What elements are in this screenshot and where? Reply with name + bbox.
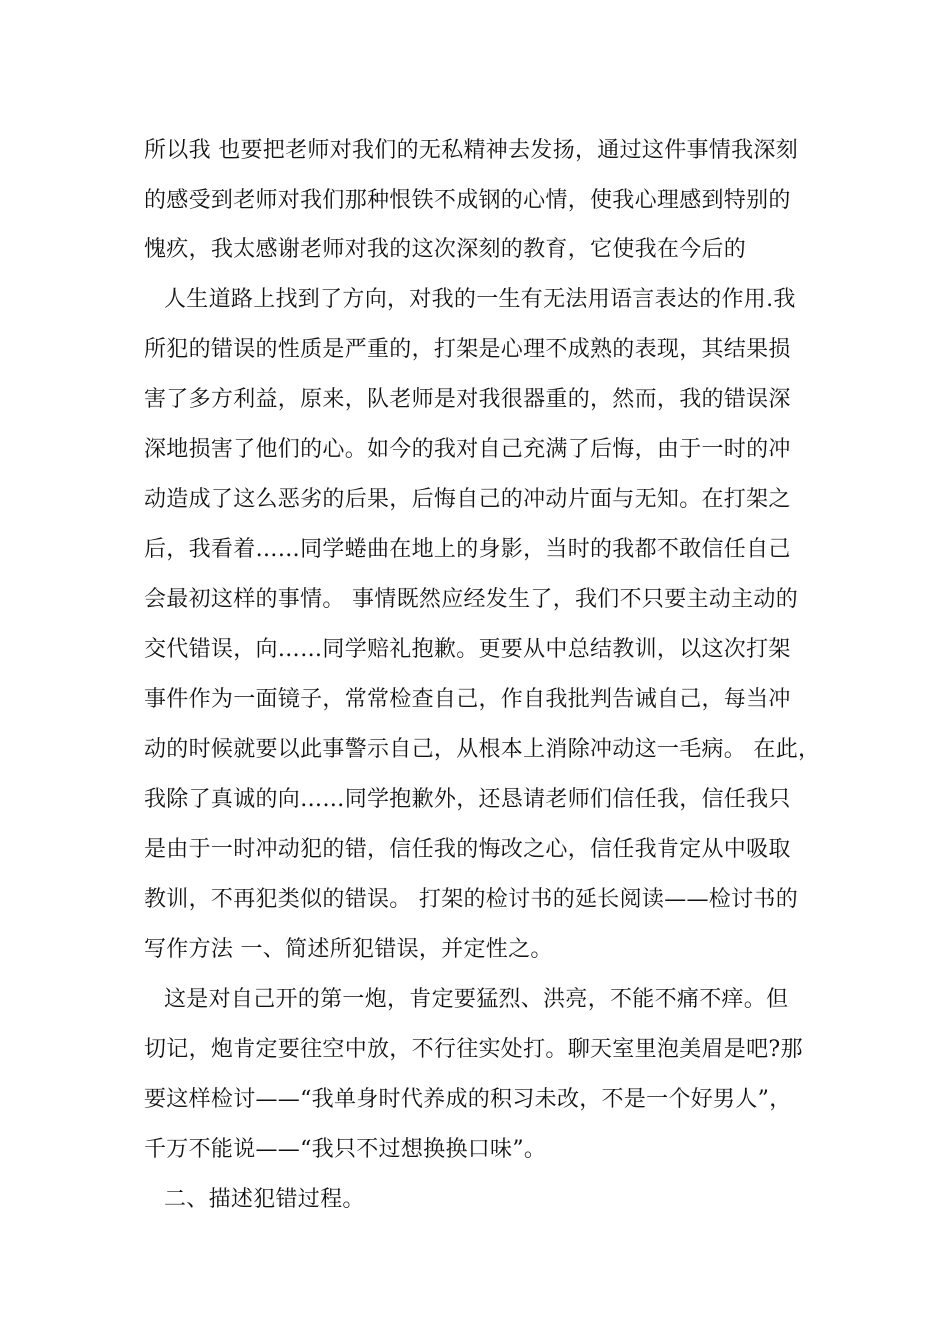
text-line: 后，我看着……同学蜷曲在地上的身影，当时的我都不敢信任自己 [144, 537, 791, 562]
text-line: 二、描述犯错过程。 [164, 1187, 365, 1212]
text-line: 害了多方利益，原来，队老师是对我很器重的，然而，我的错误深 [144, 387, 791, 412]
text-line: 深地损害了他们的心。如今的我对自己充满了后悔，由于一时的冲 [144, 437, 791, 462]
text-line: 千万不能说——“我只不过想换换口味”。 [144, 1137, 547, 1162]
text-line: 我除了真诚的向……同学抱歉外，还恳请老师们信任我，信任我只 [144, 787, 791, 812]
text-line: 教训，不再犯类似的错误。 打架的检讨书的延长阅读——检讨书的 [144, 887, 798, 912]
text-line: 所犯的错误的性质是严重的，打架是心理不成熟的表现，其结果损 [144, 337, 791, 362]
text-line: 动造成了这么恶劣的后果，后悔自己的冲动片面与无知。在打架之 [144, 487, 791, 512]
text-line: 动的时候就要以此事警示自己，从根本上消除冲动这一毛病。 在此， [144, 737, 821, 762]
text-line: 愧疚，我太感谢老师对我的这次深刻的教育，它使我在今后的 [144, 237, 747, 262]
text-line: 所以我 也要把老师对我们的无私精神去发扬，通过这件事情我深刻 [144, 138, 798, 163]
text-line: 写作方法 一、简述所犯错误，并定性之。 [144, 937, 553, 962]
text-line: 切记，炮肯定要往空中放，不行往实处打。聊天室里泡美眉是吧?那 [144, 1037, 803, 1062]
text-line: 这是对自己开的第一炮，肯定要猛烈、洪亮，不能不痛不痒。但 [164, 987, 789, 1012]
text-line: 的感受到老师对我们那种恨铁不成钢的心情，使我心理感到特别的 [144, 188, 791, 213]
text-line: 会最初这样的事情。 事情既然应经发生了，我们不只要主动主动的 [144, 587, 798, 612]
text-line: 要这样检讨——“我单身时代养成的积习未改，不是一个好男人”， [144, 1087, 792, 1112]
text-line: 交代错误，向……同学赔礼抱歉。更要从中总结教训，以这次打架 [144, 637, 791, 662]
text-line: 是由于一时冲动犯的错，信任我的悔改之心，信任我肯定从中吸取 [144, 837, 791, 862]
text-line: 人生道路上找到了方向，对我的一生有无法用语言表达的作用.我 [164, 287, 796, 312]
text-line: 事件作为一面镜子，常常检查自己，作自我批判告诫自己，每当冲 [144, 687, 791, 712]
